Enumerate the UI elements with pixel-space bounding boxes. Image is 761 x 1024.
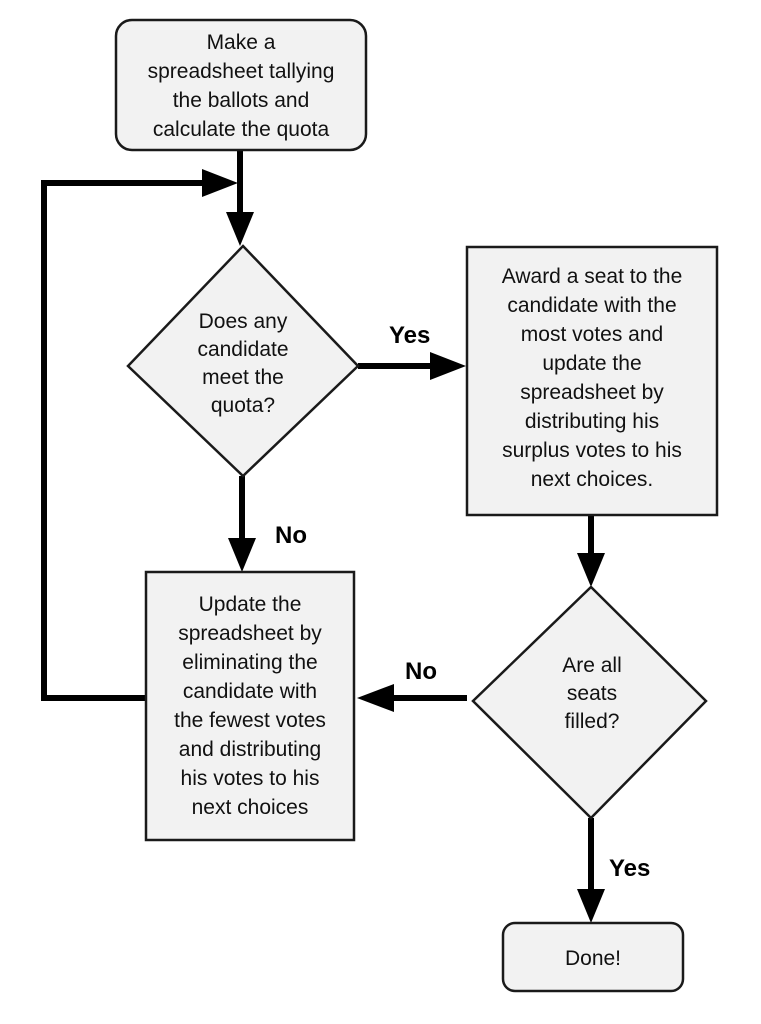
eliminate-line: candidate with bbox=[182, 680, 318, 703]
eliminate-line: Update the bbox=[198, 593, 302, 616]
arrowhead-start-to-quota-check bbox=[226, 212, 254, 246]
label-quota-yes: Yes bbox=[389, 322, 431, 349]
label-seats-no: No bbox=[405, 658, 437, 685]
seats-check-line: Are all bbox=[562, 654, 622, 677]
award-seat-line: distributing his bbox=[524, 410, 660, 433]
node-quota-check-diamond bbox=[128, 246, 358, 476]
quota-check-line: candidate bbox=[197, 338, 289, 361]
arrowhead-loop-back bbox=[202, 169, 238, 197]
quota-check-line: Does any bbox=[198, 310, 288, 333]
eliminate-line: spreadsheet by bbox=[178, 622, 322, 645]
award-seat-line: Award a seat to the bbox=[501, 265, 683, 288]
node-done bbox=[503, 923, 683, 991]
node-seats-check bbox=[473, 587, 706, 818]
award-seat-line: most votes and bbox=[520, 323, 664, 346]
arrowhead-quota-no bbox=[228, 538, 256, 572]
node-start bbox=[116, 20, 366, 150]
seats-check-line: seats bbox=[566, 682, 618, 705]
node-eliminate bbox=[146, 572, 354, 840]
arrowhead-seats-yes bbox=[577, 889, 605, 923]
eliminate-line: his votes to his bbox=[180, 767, 320, 790]
quota-check-line: quota? bbox=[210, 394, 276, 417]
node-quota-check bbox=[128, 246, 358, 476]
quota-check-line: meet the bbox=[202, 366, 284, 389]
arrowhead-quota-yes bbox=[430, 352, 466, 380]
eliminate-line: eliminating the bbox=[182, 651, 318, 674]
node-seats-check-text bbox=[562, 654, 622, 733]
arrowhead-award-to-seats-check bbox=[577, 553, 605, 587]
award-seat-line: candidate with the bbox=[507, 294, 677, 317]
label-seats-yes: Yes bbox=[609, 855, 651, 882]
start-line: the ballots and bbox=[172, 89, 310, 112]
start-line: calculate the quota bbox=[152, 118, 330, 141]
eliminate-line: next choices bbox=[191, 796, 309, 819]
label-quota-no: No bbox=[275, 522, 307, 549]
award-seat-line: spreadsheet by bbox=[520, 381, 664, 404]
start-line: Make a bbox=[206, 31, 276, 54]
award-seat-line: next choices. bbox=[530, 468, 654, 491]
arrowhead-seats-no bbox=[357, 684, 394, 712]
award-seat-line: surplus votes to his bbox=[502, 439, 682, 462]
start-line: spreadsheet tallying bbox=[147, 60, 335, 83]
eliminate-line: the fewest votes bbox=[174, 709, 326, 732]
award-seat-line: update the bbox=[542, 352, 642, 375]
eliminate-line: and distributing bbox=[178, 738, 322, 761]
node-done-text bbox=[565, 947, 621, 970]
done-line: Done! bbox=[564, 947, 622, 970]
seats-check-line: filled? bbox=[564, 710, 620, 733]
node-award-seat bbox=[467, 247, 717, 515]
